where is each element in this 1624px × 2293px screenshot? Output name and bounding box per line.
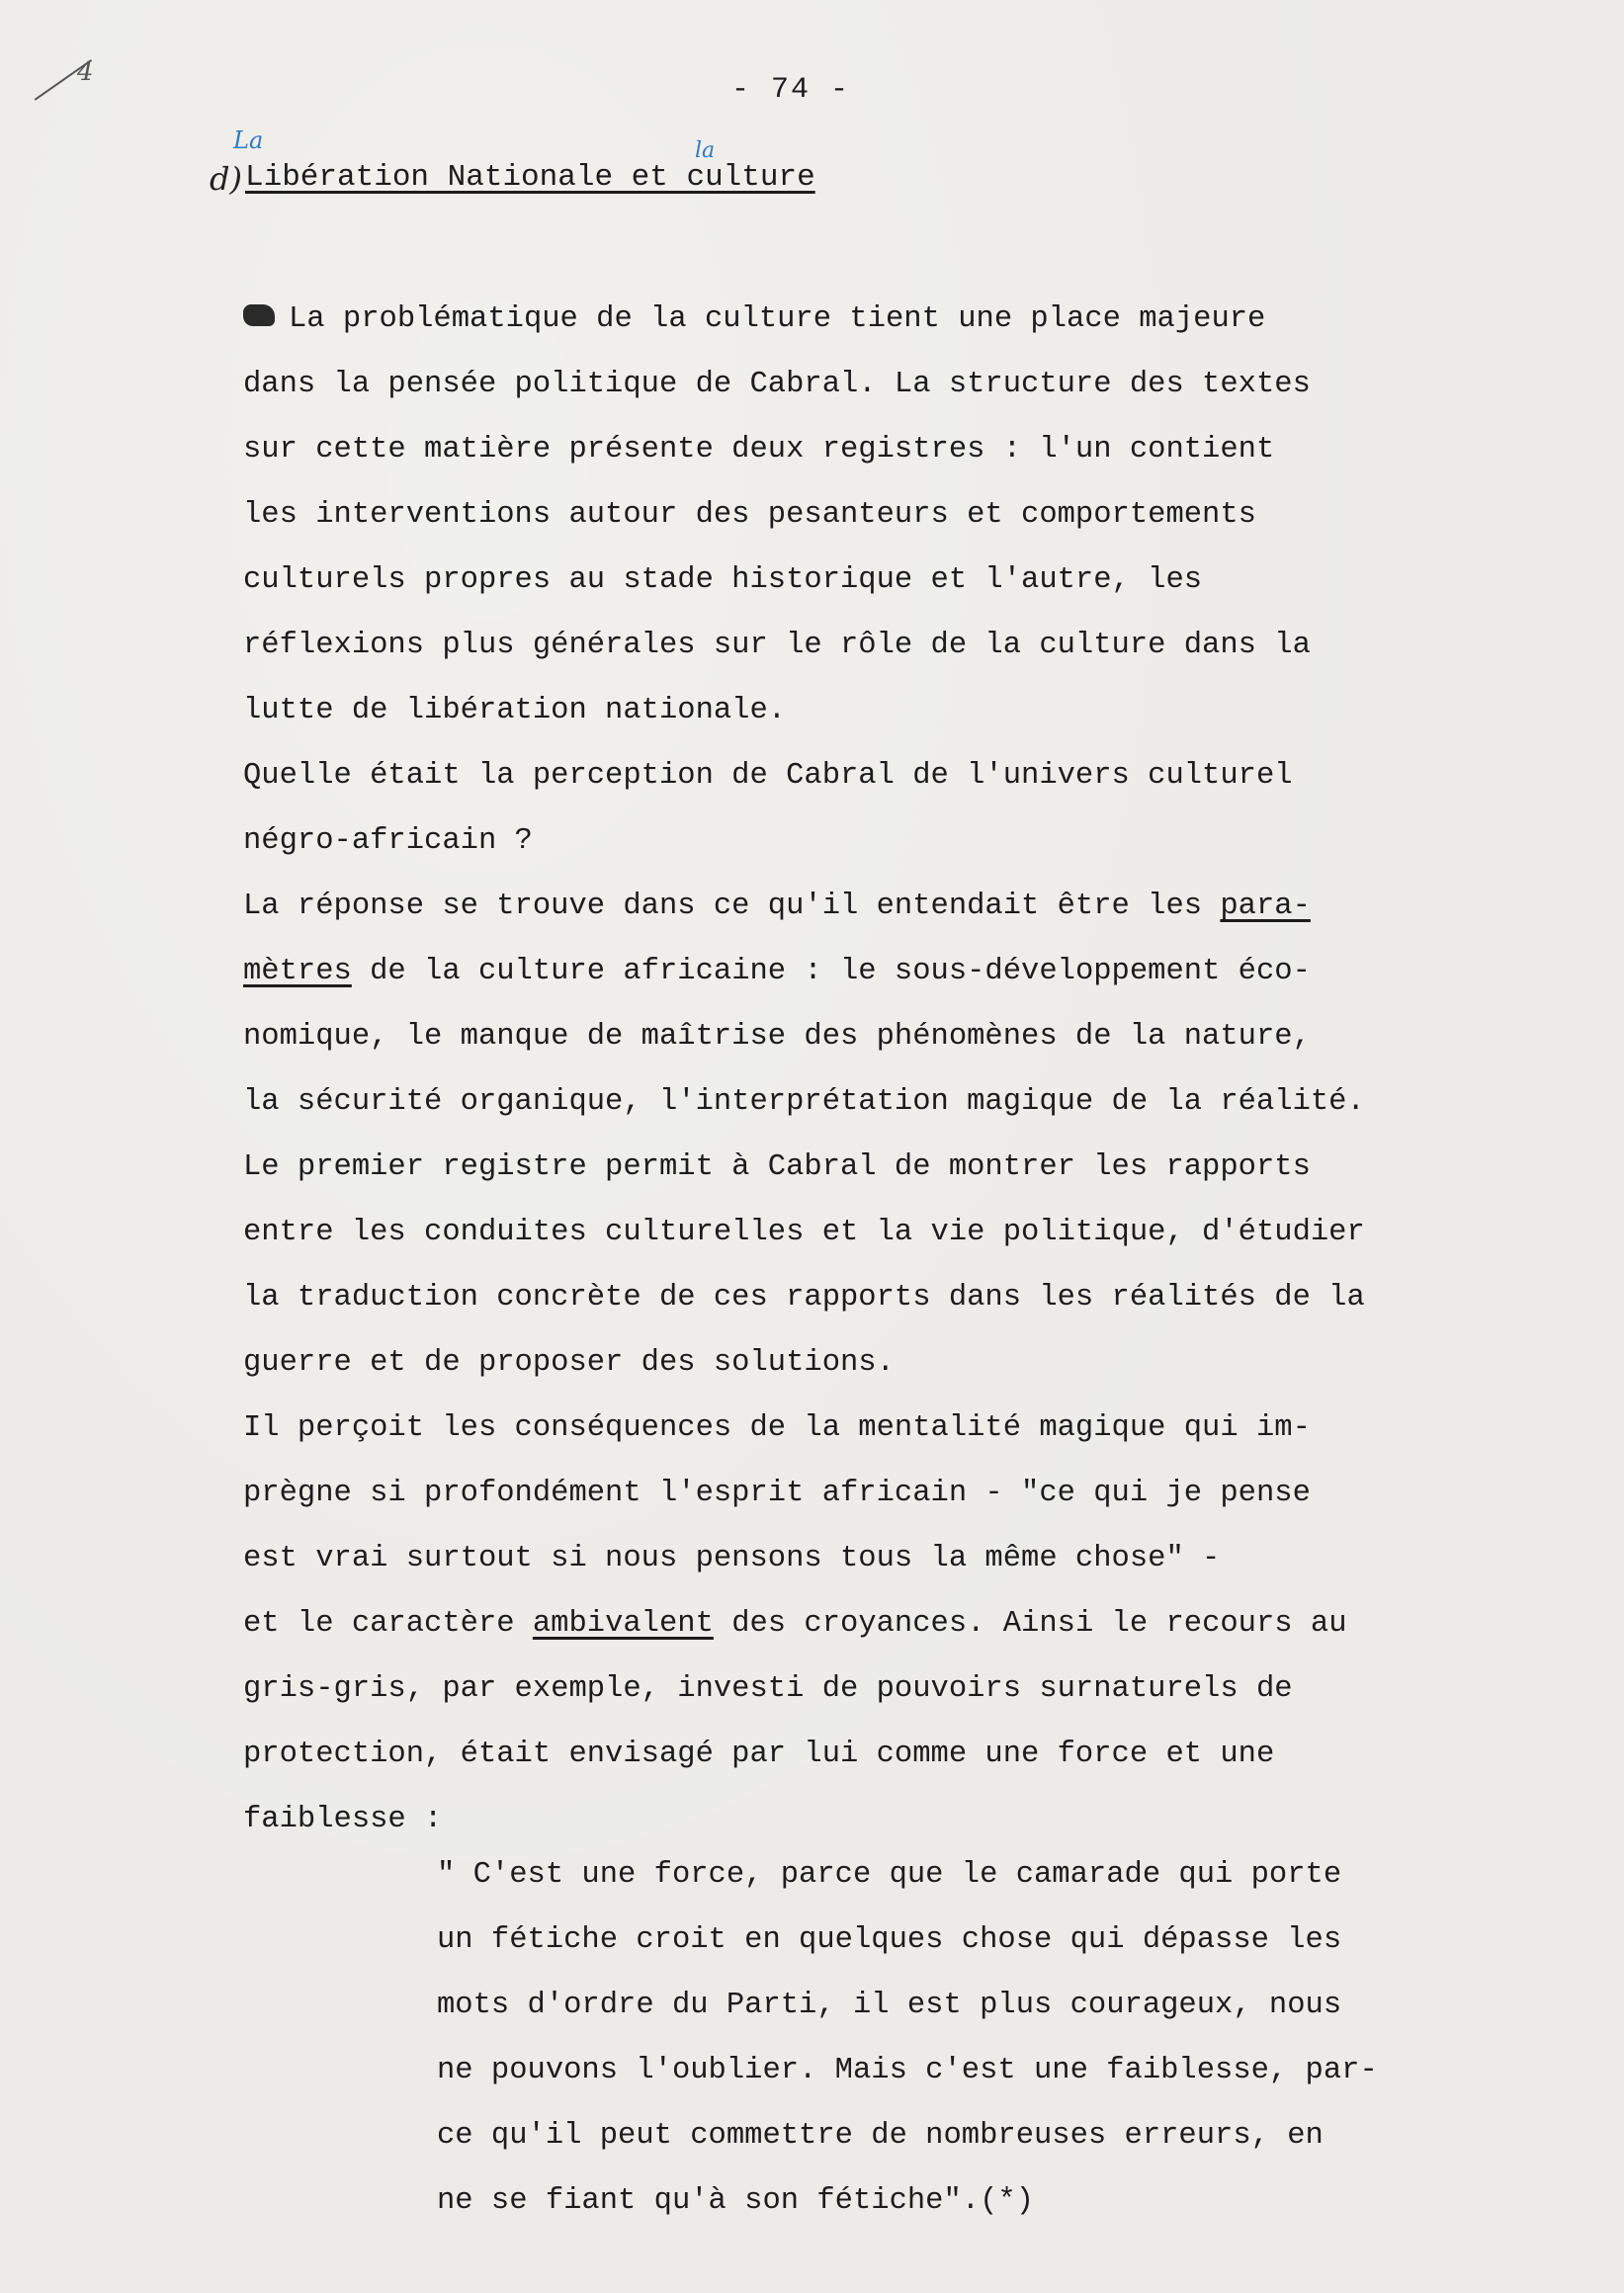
text-line: et le caractère ambivalent des croyances. Ainsi le recours au bbox=[243, 1607, 1347, 1641]
text-line: dans la pensée politique de Cabral. La structure des textes bbox=[243, 368, 1311, 401]
text-line: La problématique de la culture tient une place majeure bbox=[243, 287, 1479, 352]
text-line: mètres de la culture africaine : le sous-développement éco- bbox=[243, 955, 1311, 988]
quote-line: ne se fiant qu'à son fétiche".(*) bbox=[437, 2184, 1034, 2218]
page-number: - 74 - bbox=[731, 73, 851, 107]
text-line: négro-africain ? bbox=[243, 824, 533, 858]
text-line: culturels propres au stade historique et l'autre, les bbox=[243, 563, 1203, 597]
underlined-word: ambivalent bbox=[532, 1607, 714, 1641]
underlined-word: para- bbox=[1220, 890, 1311, 923]
quote-line: " C'est une force, parce que le camarade qui porte bbox=[437, 1858, 1342, 1892]
text-line: la sécurité organique, l'interprétation magique de la réalité. bbox=[243, 1085, 1365, 1119]
text-line: réflexions plus générales sur le rôle de la culture dans la bbox=[243, 629, 1311, 662]
text-line: La réponse se trouve dans ce qu'il entendait être les para- bbox=[243, 890, 1311, 923]
text-line: les interventions autour des pesanteurs et comportements bbox=[243, 498, 1256, 532]
text-line: faiblesse : bbox=[243, 1803, 443, 1836]
handwritten-correction-la-2: la bbox=[695, 138, 716, 163]
ink-blot-mark bbox=[243, 304, 275, 326]
text-line: est vrai surtout si nous pensons tous la même chose" - bbox=[243, 1542, 1221, 1575]
quote-line: ne pouvons l'oublier. Mais c'est une faiblesse, par- bbox=[437, 2054, 1378, 2087]
quote-line: ce qu'il peut commettre de nombreuses erreurs, en bbox=[437, 2119, 1324, 2153]
text-line: guerre et de proposer des solutions. bbox=[243, 1346, 895, 1380]
text-line: Le premier registre permit à Cabral de montrer les rapports bbox=[243, 1150, 1311, 1184]
text-line: lutte de libération nationale. bbox=[243, 694, 787, 727]
block-quote bbox=[437, 1842, 1475, 2234]
text-line: gris-gris, par exemple, investi de pouvoirs surnaturels de bbox=[243, 1672, 1293, 1706]
text-line: Il perçoit les conséquences de la mentalité magique qui im- bbox=[243, 1411, 1311, 1445]
text-line: la traduction concrète de ces rapports dans les réalités de la bbox=[243, 1281, 1365, 1315]
text-line: nomique, le manque de maîtrise des phénomènes de la nature, bbox=[243, 1020, 1311, 1054]
text-line: prègne si profondément l'esprit africain - "ce qui je pense bbox=[243, 1477, 1311, 1510]
handwritten-correction-la: La bbox=[233, 127, 264, 154]
quote-line: un fétiche croit en quelques chose qui dépasse les bbox=[437, 1923, 1342, 1957]
text-line: Quelle était la perception de Cabral de l'univers culturel bbox=[243, 759, 1293, 793]
margin-annotation: 4 bbox=[77, 57, 94, 87]
section-letter: d) bbox=[210, 160, 242, 198]
text-line: sur cette matière présente deux registres : l'un contient bbox=[243, 433, 1275, 467]
body-paragraph bbox=[243, 287, 1479, 1852]
underlined-word: mètres bbox=[243, 955, 352, 988]
section-title: Libération Nationale et culture bbox=[245, 160, 815, 195]
text-line: entre les conduites culturelles et la vie politique, d'étudier bbox=[243, 1216, 1365, 1249]
quote-line: mots d'ordre du Parti, il est plus courageux, nous bbox=[437, 1989, 1342, 2022]
text-line: protection, était envisagé par lui comme une force et une bbox=[243, 1738, 1275, 1771]
